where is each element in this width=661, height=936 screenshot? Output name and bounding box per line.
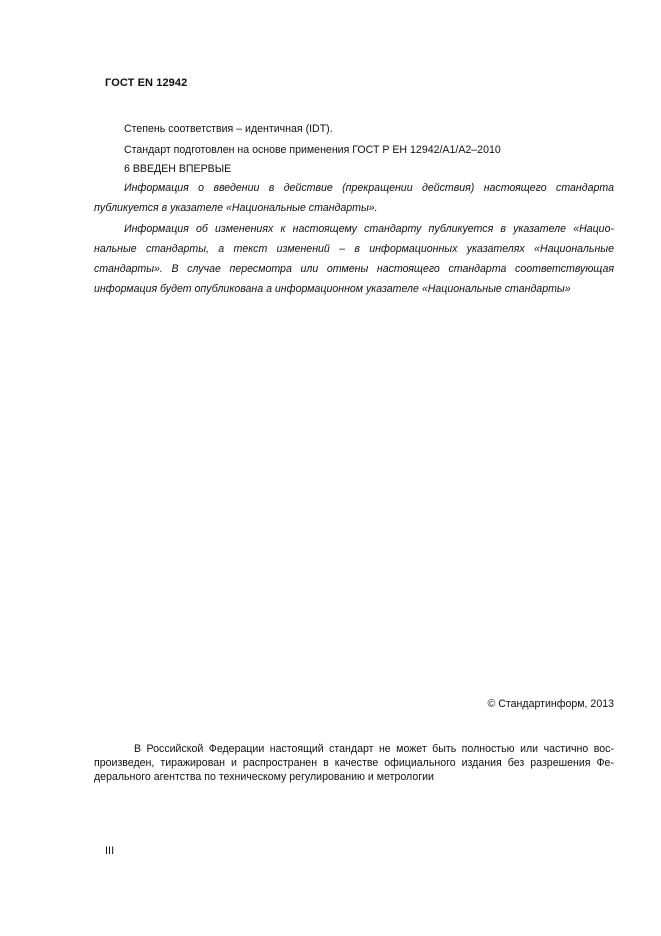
prepared-basis-line: [94, 143, 614, 158]
legal-notice-paragraph: В Российской Федерации настоящий стандарт не может быть полностью или частично воспроизведен, тиражирован и распространен в качестве официального издания без разрешения Федерального агентства по техническому регулированию и метрологии: [94, 743, 614, 783]
introduced-line: [94, 162, 614, 177]
prepared-basis-text: Стандарт подготовлен на основе применения ГОСТ Р ЕН 12942/А1/А2–2010: [124, 144, 501, 156]
conformity-degree-text: Степень соответствия – идентичная (IDT).: [124, 123, 333, 135]
document-code-header: ГОСТ EN 12942: [105, 77, 188, 89]
changes-info-paragraph: Информация об изменениях к настоящему стандарту публикуется в указателе «Национальные стандарты, а текст изменений – в информационных указателях «Национальные стандарты». В случае пересмотра или отмены настоящего стандарта соответствующая информация будет опубликована а информационном указателе «Национальные стандарты»: [94, 223, 614, 295]
conformity-degree-line: [94, 122, 614, 137]
page-number: III: [105, 845, 115, 857]
enactment-info-paragraph: Информация о введении в действие (прекращении действия) настоящего стандарта публикуется в указателе «Национальные стандарты».: [94, 182, 614, 214]
copyright-notice: © Стандартинформ, 2013: [487, 698, 614, 710]
introduced-text: 6 ВВЕДЕН ВПЕРВЫЕ: [124, 163, 232, 175]
